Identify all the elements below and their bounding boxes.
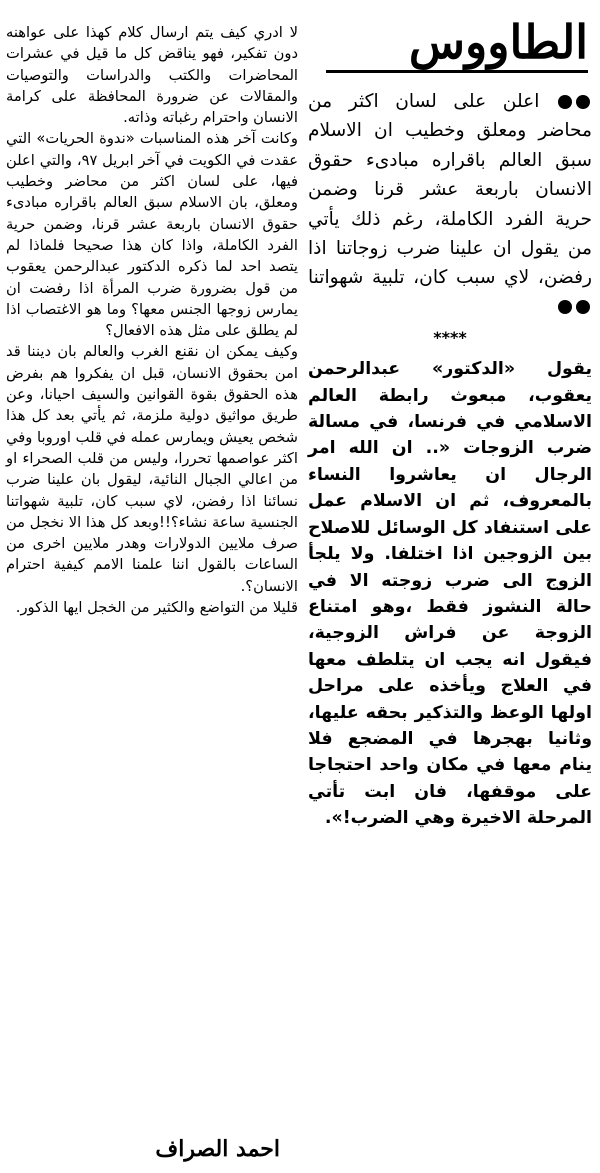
body-paragraph-2: وكانت آخر هذه المناسبات «ندوة الحريات» التي عقدت في الكويت في آخر ابريل ٩٧، والتي اعلن فيها، على لسان اكثر من محاضر وخطيب ومعلق، بان الاسلام سبق العالم باقراره مبادىء حقوق الانسان باربعة عشر قرنا، وضمن حرية الفرد الكاملة، واذا كان هذا صحيحا فلماذا لم يتصد احد لما ذكره الدكتور عبدالرحمن يعقوب من قول بضرورة ضرب المرأة اذا رفضت ان يمارس زوجها الجنس معها؟ وما هو الاغتصاب اذا لم يطلق على مثل هذه الافعال؟ <box>6 130 298 340</box>
body-paragraph-4: قليلا من التواضع والكثير من الخجل ايها الذكور. <box>15 599 298 617</box>
bullet-dot-icon <box>558 300 572 314</box>
article-title: الطاووس <box>408 15 588 69</box>
bullet-dot-icon <box>576 300 590 314</box>
quote-paragraph: يقول «الدكتور» عبدالرحمن يعقوب، مبعوث رابطة العالم الاسلامي في فرنسا، في مسالة ضرب الزوجات «.. ان الله امر الرجال ان يعاشروا النساء بالمعروف، ثم ان الاسلام عمل على استنفاد كل الوسائل للاصلاح بين الزوجين اذا اختلفا. ولا يلجأ الزوج الى ضرب زوجته الا في حالة النشوز فقط ،وهو امتناع الزوجة عن فراش الزوجية، فيقول انه يجب ان يتلطف معها في العلاج ويأخذه على مراحل اولها الوعظ والتذكير بحقه عليها، وثانيا بهجرها في المضجع فلا ينام معها في مكان واحد احتجاجا على موقفها، فان ابت تأتي المرحلة الاخيرة وهي الضرب!». <box>308 359 592 829</box>
lead-text: اعلن على لسان اكثر من محاضر ومعلق وخطيب ان الاسلام سبق العالم باقراره مبادىء حقوق الانسان باربعة عشر قرنا وضمن حرية الفرد الكاملة، رغم ذلك يأتي من يقول ان علينا ضرب زوجاتنا اذا رفضن، لاي سبب كان، تلبية شهواتنا <box>308 91 592 289</box>
bullet-dot-icon <box>576 95 590 109</box>
left-column <box>6 22 298 618</box>
bullet-dot-icon <box>558 95 572 109</box>
author-byline: احمد الصراف <box>155 1136 280 1162</box>
title-underline <box>326 70 588 73</box>
column-divider <box>301 22 302 1122</box>
lead-paragraph <box>308 87 592 322</box>
section-separator: **** <box>433 328 467 348</box>
body-paragraph-3: وكيف يمكن ان نقنع الغرب والعالم بان ديننا قد امن بحقوق الانسان، قبل ان يفكروا هم بفرض هذه الحقوق بقوة القوانين والسيف احيانا، وعن طريق مواثيق دولية ملزمة، ثم يأتي بعد كل هذا شخص يعيش ويمارس عمله في قلب اوروبا وفي اكثر عواصمها تحررا، وليس من قلب الصحراء او من اعالي الجبال النائية، ليقول بان علينا ضرب نسائنا اذا رفضن، لاي سبب كان، تلبية شهواتنا الجنسية ساعة نشاء؟!!وبعد كل هذا الا نخجل من صرف ملايين الدولارات وهدر ملايين اخرى من الساعات بالقول اننا علمنا الامم كيفية احترام الانسان؟. <box>6 343 298 595</box>
right-column <box>308 87 592 832</box>
body-paragraph-1: لا ادري كيف يتم ارسال كلام كهذا على عواهنه دون تفكير، فهو يناقض كل ما قيل في عشرات المحاضرات والكتب والدراسات والتوصيات والمقالات عن ضرورة المحافظة على كرامة الانسان واحترام رغباته وذاته. <box>6 24 298 127</box>
